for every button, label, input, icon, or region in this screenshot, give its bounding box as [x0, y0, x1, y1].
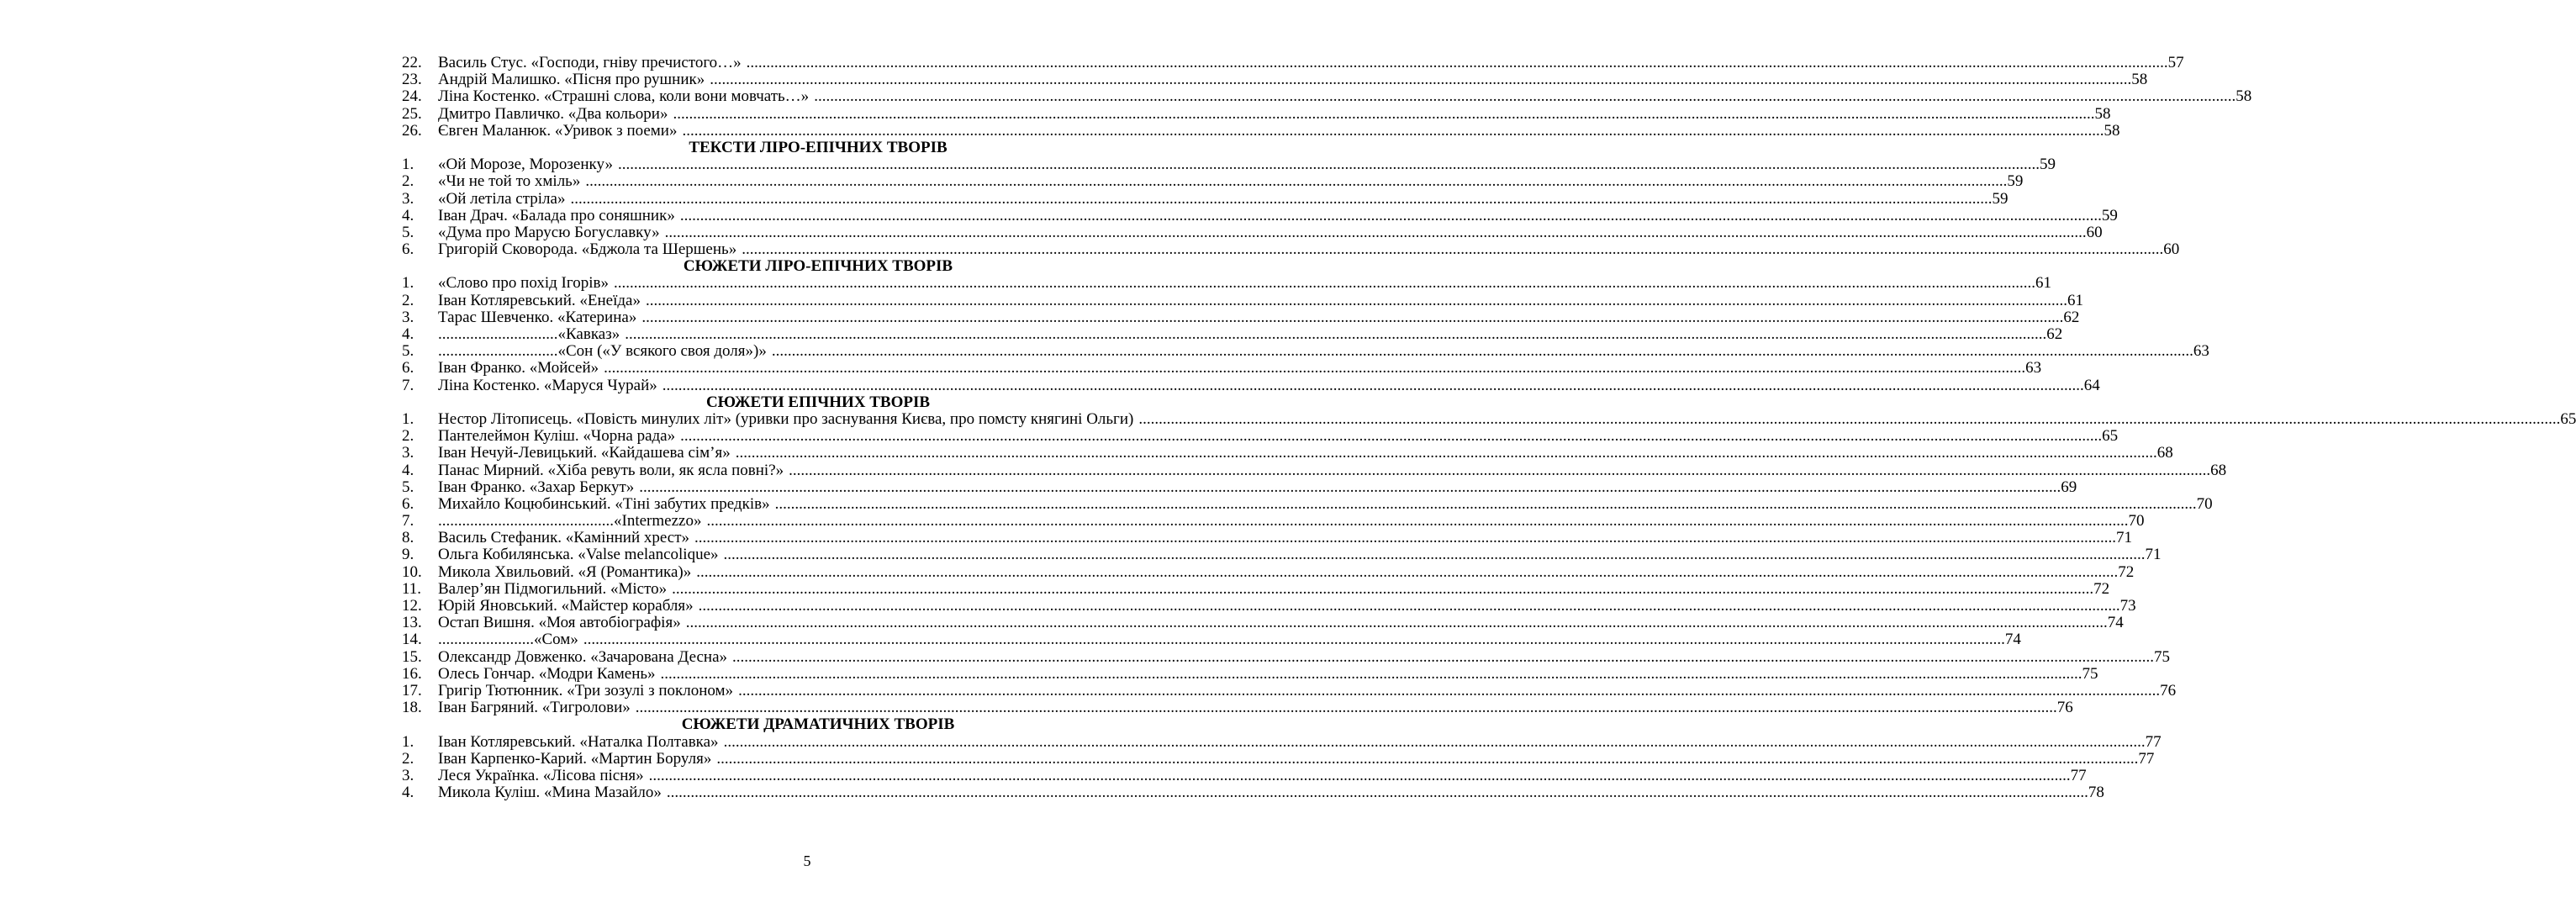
- toc-entry: [402, 529, 2133, 547]
- entry-page-number: 57: [2167, 54, 2184, 71]
- entry-number: 5.: [402, 478, 414, 496]
- toc-entry: [402, 749, 2155, 768]
- entry-title: Іван Франко. «Мойсей»: [438, 359, 599, 377]
- entry-title: «Чи не той то хміль»: [438, 172, 581, 191]
- entry-number: 4.: [402, 325, 414, 343]
- entry-page-number: 77: [2138, 749, 2155, 768]
- toc-entry: [402, 444, 2173, 462]
- entry-title: «Слово про похід Ігорів»: [438, 274, 609, 293]
- entry-title: Микола Хвильовий. «Я (Романтика)»: [438, 562, 692, 581]
- toc-entry: [402, 614, 2124, 632]
- entry-title: Іван Драч. «Балада про соняшник»: [438, 206, 675, 224]
- dot-leader: [772, 343, 2193, 360]
- entry-number: 3.: [402, 189, 414, 208]
- dot-leader: [696, 564, 2118, 581]
- dot-leader: [583, 631, 2005, 648]
- entry-title: Євген Маланюк. «Уривок з поеми»: [438, 121, 678, 140]
- dot-leader: [699, 598, 2120, 615]
- entry-page-number: 58: [2094, 104, 2111, 123]
- entry-page-number: 62: [2046, 325, 2063, 343]
- entry-title: Пантелеймон Куліш. «Чорна рада»: [438, 427, 676, 446]
- entry-page-number: 59: [2101, 206, 2118, 224]
- entry-number: 14.: [402, 631, 422, 649]
- toc-entry: [402, 427, 2119, 446]
- entry-title: Василь Стефаник. «Камінний хрест»: [438, 529, 690, 547]
- entry-title: Микола Куліш. «Мина Мазайло»: [438, 784, 662, 802]
- entry-page-number: 69: [2061, 478, 2077, 496]
- entry-page-number: 70: [2196, 494, 2213, 513]
- entry-page-number: 58: [2131, 71, 2148, 89]
- entry-page-number: 58: [2104, 121, 2120, 140]
- entry-number: 12.: [402, 597, 422, 615]
- entry-number: 11.: [402, 579, 422, 598]
- toc-entry: [402, 647, 2171, 666]
- page-number: 5: [803, 853, 811, 869]
- toc-entry: [402, 409, 2576, 428]
- entry-title: Тарас Шевченко. «Катерина»: [438, 308, 637, 326]
- toc-entry: [402, 87, 2252, 106]
- entry-number: 25.: [402, 104, 422, 123]
- entry-page-number: 59: [2007, 172, 2024, 191]
- entry-page-number: 60: [2163, 240, 2180, 259]
- toc-entry: [402, 376, 2100, 394]
- dot-leader: [673, 106, 2094, 123]
- toc-entry: [402, 308, 2080, 326]
- dot-leader: [738, 683, 2160, 699]
- entry-title: Олесь Гончар. «Модри Камень»: [438, 664, 656, 683]
- toc-entry: [402, 342, 2209, 361]
- dot-leader: [570, 191, 1992, 208]
- entry-page-number: 73: [2119, 597, 2136, 615]
- toc-entry: [402, 104, 2111, 123]
- dot-leader: [724, 546, 2146, 563]
- entry-number: 2.: [402, 427, 414, 446]
- entry-title: «Дума про Марусю Богуславку»: [438, 223, 660, 241]
- entry-number: 2.: [402, 291, 414, 309]
- entry-page-number: 63: [2025, 359, 2042, 377]
- entry-number: 24.: [402, 87, 422, 106]
- entry-title: Іван Карпенко-Карий. «Мартин Боруля»: [438, 749, 712, 768]
- entry-number: 1.: [402, 732, 414, 751]
- entry-page-number: 74: [2107, 614, 2124, 632]
- entry-page-number: 77: [2070, 766, 2087, 784]
- entry-title: Олександр Довженко. «Зачарована Десна»: [438, 647, 728, 666]
- entry-title: ............................................«Intermezzo»: [438, 512, 702, 531]
- section-heading: СЮЖЕТИ ЛІРО-ЕПІЧНИХ ТВОРІВ: [683, 257, 953, 276]
- table-of-contents: [402, 54, 2576, 802]
- dot-leader: [618, 156, 2040, 173]
- dot-leader: [686, 615, 2108, 631]
- dot-leader: [636, 699, 2057, 716]
- entry-page-number: 72: [2118, 562, 2135, 581]
- entry-title: Василь Стус. «Господи, гніву пречистого…»: [438, 54, 742, 71]
- entry-number: 26.: [402, 121, 422, 140]
- entry-page-number: 65: [2102, 427, 2119, 446]
- entry-title: Ліна Костенко. «Страшні слова, коли вони мовчать…»: [438, 87, 810, 106]
- toc-entry: [402, 189, 2009, 208]
- entry-page-number: 62: [2063, 308, 2080, 326]
- entry-number: 2.: [402, 172, 414, 191]
- dot-leader: [694, 530, 2116, 546]
- entry-number: 6.: [402, 359, 414, 377]
- dot-leader: [585, 173, 2007, 190]
- entry-title: «Ой летіла стріла»: [438, 189, 566, 208]
- entry-title: Нестор Літописець. «Повість минулих літ» (уривки про заснування Києва, про помсту княгині Ольги): [438, 409, 1134, 428]
- entry-number: 15.: [402, 647, 422, 666]
- entry-number: 13.: [402, 614, 422, 632]
- entry-page-number: 74: [2004, 631, 2021, 649]
- dot-leader: [604, 360, 2025, 377]
- entry-title: Ліна Костенко. «Маруся Чурай»: [438, 376, 657, 394]
- entry-page-number: 68: [2156, 444, 2173, 462]
- toc-entry: [402, 766, 2087, 784]
- entry-title: Валер’ян Підмогильний. «Місто»: [438, 579, 668, 598]
- entry-title: Іван Котляревський. «Наталка Полтавка»: [438, 732, 719, 751]
- entry-number: 9.: [402, 546, 414, 564]
- entry-title: Іван Нечуй-Левицький. «Кайдашева сім’я»: [438, 444, 731, 462]
- entry-number: 6.: [402, 240, 414, 259]
- entry-page-number: 63: [2193, 342, 2209, 361]
- toc-entry: [402, 732, 2162, 751]
- entry-number: 5.: [402, 342, 414, 361]
- toc-entry: [402, 664, 2098, 683]
- entry-title: ..............................«Кавказ»: [438, 325, 620, 343]
- toc-entry: [402, 579, 2110, 598]
- entry-number: 1.: [402, 274, 414, 293]
- entry-page-number: 78: [2088, 784, 2104, 802]
- entry-title: ........................«Сом»: [438, 631, 578, 649]
- dot-leader: [710, 71, 2131, 88]
- dot-leader: [680, 428, 2102, 445]
- entry-title: ..............................«Сон («У всякого своя доля»)»: [438, 342, 767, 361]
- dot-leader: [747, 55, 2168, 71]
- toc-entry: [402, 631, 2021, 649]
- entry-number: 17.: [402, 681, 422, 699]
- entry-page-number: 70: [2128, 512, 2145, 531]
- dot-leader: [789, 462, 2210, 479]
- entry-page-number: 76: [2056, 699, 2073, 717]
- dot-leader: [646, 293, 2067, 309]
- entry-page-number: 68: [2210, 461, 2227, 479]
- dot-leader: [662, 377, 2084, 394]
- dot-leader: [736, 445, 2157, 462]
- toc-entry: [402, 156, 2056, 174]
- entry-number: 23.: [402, 71, 422, 89]
- entry-number: 1.: [402, 156, 414, 174]
- entry-page-number: 77: [2145, 732, 2162, 751]
- entry-page-number: 72: [2093, 579, 2110, 598]
- entry-page-number: 60: [2086, 223, 2103, 241]
- toc-entry: [402, 512, 2145, 531]
- entry-number: 1.: [402, 409, 414, 428]
- entry-page-number: 65: [2560, 409, 2576, 428]
- entry-page-number: 59: [2039, 156, 2056, 174]
- entry-page-number: 75: [2082, 664, 2098, 683]
- entry-page-number: 61: [2035, 274, 2051, 293]
- entry-title: Григорій Сковорода. «Бджола та Шершень»: [438, 240, 737, 259]
- entry-title: Остап Вишня. «Моя автобіографія»: [438, 614, 681, 632]
- entry-number: 5.: [402, 223, 414, 241]
- dot-leader: [680, 208, 2102, 224]
- entry-number: 16.: [402, 664, 422, 683]
- entry-title: Іван Франко. «Захар Беркут»: [438, 478, 635, 496]
- entry-number: 3.: [402, 444, 414, 462]
- entry-title: Леся Українка. «Лісова пісня»: [438, 766, 644, 784]
- entry-title: Юрій Яновський. «Майстер корабля»: [438, 597, 694, 615]
- toc-entry: [402, 172, 2024, 191]
- section-heading: ТЕКСТИ ЛІРО-ЕПІЧНИХ ТВОРІВ: [689, 138, 948, 156]
- entry-page-number: 58: [2236, 87, 2252, 106]
- toc-entry: [402, 478, 2077, 496]
- dot-leader: [716, 751, 2138, 768]
- toc-entry: [402, 291, 2083, 309]
- entry-number: 10.: [402, 562, 422, 581]
- toc-entry: [402, 359, 2042, 377]
- toc-entry: [402, 597, 2136, 615]
- dot-leader: [706, 513, 2128, 530]
- toc-entry: [402, 206, 2118, 224]
- toc-entry: [402, 325, 2063, 343]
- entry-title: Андрій Малишко. «Пісня про рушник»: [438, 71, 705, 89]
- entry-title: Ольга Кобилянська. «Valse melancolique»: [438, 546, 719, 564]
- dot-leader: [641, 309, 2063, 326]
- toc-entry: [402, 681, 2177, 699]
- toc-entry: [402, 223, 2103, 241]
- entry-number: 4.: [402, 784, 414, 802]
- dot-leader: [1138, 411, 2560, 428]
- toc-entry: [402, 240, 2180, 259]
- entry-number: 2.: [402, 749, 414, 768]
- toc-entry: [402, 274, 2051, 293]
- entry-number: 7.: [402, 512, 414, 531]
- entry-number: 18.: [402, 699, 422, 717]
- entry-title: Дмитро Павличко. «Два кольори»: [438, 104, 668, 123]
- dot-leader: [672, 581, 2093, 598]
- entry-number: 6.: [402, 494, 414, 513]
- entry-page-number: 75: [2154, 647, 2171, 666]
- toc-entry: [402, 699, 2073, 717]
- toc-entry: [402, 461, 2227, 479]
- entry-title: Панас Мирний. «Хіба ревуть воли, як ясла повні?»: [438, 461, 784, 479]
- entry-number: 4.: [402, 206, 414, 224]
- entry-page-number: 76: [2160, 681, 2177, 699]
- section-heading: СЮЖЕТИ ДРАМАТИЧНИХ ТВОРІВ: [681, 715, 955, 734]
- entry-number: 4.: [402, 461, 414, 479]
- dot-leader: [625, 326, 2046, 343]
- toc-entry: [402, 562, 2135, 581]
- toc-entry: [402, 546, 2162, 564]
- entry-title: Михайло Коцюбинський. «Тіні забутих предків»: [438, 494, 770, 513]
- entry-page-number: 64: [2083, 376, 2100, 394]
- toc-entry: [402, 71, 2148, 89]
- entry-number: 3.: [402, 766, 414, 784]
- entry-page-number: 61: [2067, 291, 2083, 309]
- toc-entry: [402, 121, 2120, 140]
- entry-page-number: 71: [2116, 529, 2133, 547]
- entry-title: «Ой Морозе, Морозенку»: [438, 156, 613, 174]
- entry-number: 22.: [402, 54, 422, 71]
- entry-title: Іван Багряний. «Тигролови»: [438, 699, 631, 717]
- entry-page-number: 71: [2145, 546, 2162, 564]
- entry-number: 7.: [402, 376, 414, 394]
- toc-entry: [402, 784, 2104, 802]
- dot-leader: [661, 666, 2082, 683]
- dot-leader: [742, 241, 2163, 258]
- toc-entry: [402, 494, 2213, 513]
- dot-leader: [814, 88, 2236, 105]
- dot-leader: [649, 768, 2071, 784]
- dot-leader: [724, 734, 2146, 751]
- section-heading: СЮЖЕТИ ЕПІЧНИХ ТВОРІВ: [705, 393, 931, 411]
- dot-leader: [682, 123, 2104, 140]
- dot-leader: [665, 224, 2087, 241]
- entry-number: 8.: [402, 529, 414, 547]
- entry-page-number: 59: [1992, 189, 2009, 208]
- dot-leader: [614, 275, 2035, 292]
- dot-leader: [639, 479, 2061, 496]
- dot-leader: [667, 784, 2088, 801]
- toc-entry: [402, 54, 2184, 71]
- dot-leader: [775, 496, 2197, 513]
- dot-leader: [732, 649, 2154, 666]
- entry-title: Іван Котляревський. «Енеїда»: [438, 291, 641, 309]
- entry-title: Григір Тютюнник. «Три зозулі з поклоном»: [438, 681, 734, 699]
- entry-number: 3.: [402, 308, 414, 326]
